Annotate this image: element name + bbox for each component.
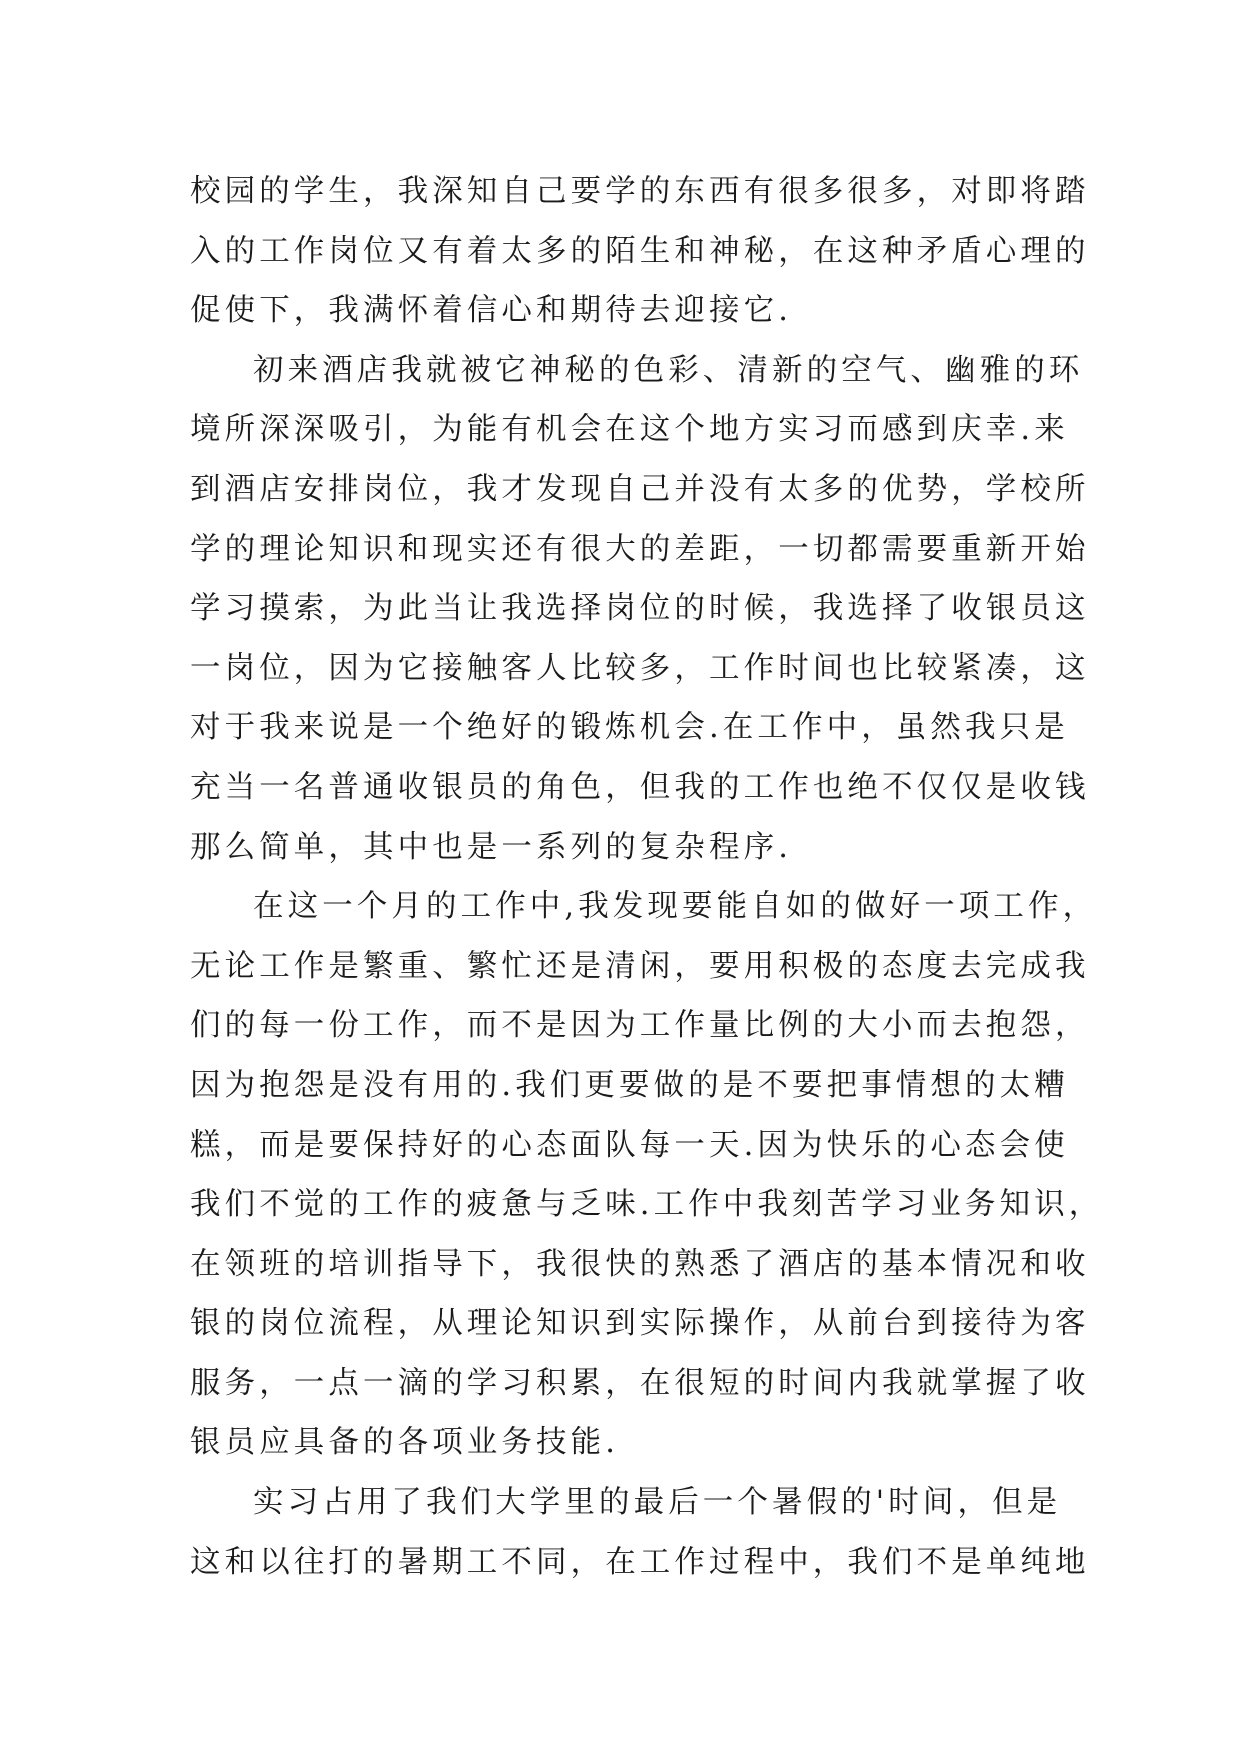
text-line: 这和以往打的暑期工不同，在工作过程中，我们不是单纯地 xyxy=(190,1544,1090,1580)
text-line: 无论工作是繁重、繁忙还是清闲，要用积极的态度去完成我 xyxy=(190,948,1090,984)
text-line: 到酒店安排岗位，我才发现自己并没有太多的优势，学校所 xyxy=(190,471,1090,507)
text-line: 在领班的培训指导下，我很快的熟悉了酒店的基本情况和收 xyxy=(190,1246,1090,1282)
text-line: 银员应具备的各项业务技能. xyxy=(190,1425,619,1461)
text-line: 银的岗位流程，从理论知识到实际操作，从前台到接待为客 xyxy=(190,1306,1090,1342)
text-line: 初来酒店我就被它神秘的色彩、清新的空气、幽雅的环 xyxy=(253,352,1084,388)
text-line: 糕，而是要保持好的心态面队每一天.因为快乐的心态会使 xyxy=(190,1127,1069,1163)
text-line: 校园的学生，我深知自己要学的东西有很多很多，对即将踏 xyxy=(190,174,1090,209)
text-line: 一岗位，因为它接触客人比较多，工作时间也比较紧凑，这 xyxy=(190,650,1090,686)
text-line: 学的理论知识和现实还有很大的差距，一切都需要重新开始 xyxy=(190,531,1090,567)
text-line: 实习占用了我们大学里的最后一个暑假的'时间，但是 xyxy=(253,1485,1062,1521)
text-line: 促使下，我满怀着信心和期待去迎接它. xyxy=(190,293,792,329)
text-line: 学习摸索，为此当让我选择岗位的时候，我选择了收银员这 xyxy=(190,591,1090,627)
text-line: 入的工作岗位又有着太多的陌生和神秘，在这种矛盾心理的 xyxy=(190,233,1090,269)
text-line: 那么简单，其中也是一系列的复杂程序. xyxy=(190,829,792,865)
text-line: 境所深深吸引，为能有机会在这个地方实习而感到庆幸.来 xyxy=(190,412,1069,448)
text-line: 因为抱怨是没有用的.我们更要做的是不要把事情想的太糟 xyxy=(190,1067,1069,1103)
document-body xyxy=(190,162,1104,1592)
text-line: 服务，一点一滴的学习积累，在很短的时间内我就掌握了收 xyxy=(190,1365,1090,1401)
text-line: 充当一名普通收银员的角色，但我的工作也绝不仅仅是收钱 xyxy=(190,769,1090,805)
text-line: 我们不觉的工作的疲惫与乏味.工作中我刻苦学习业务知识， xyxy=(190,1187,1104,1223)
text-line: 们的每一份工作，而不是因为工作量比例的大小而去抱怨， xyxy=(190,1008,1090,1044)
text-line: 对于我来说是一个绝好的锻炼机会.在工作中，虽然我只是 xyxy=(190,710,1069,746)
text-line: 在这一个月的工作中,我发现要能自如的做好一项工作， xyxy=(253,889,1098,925)
